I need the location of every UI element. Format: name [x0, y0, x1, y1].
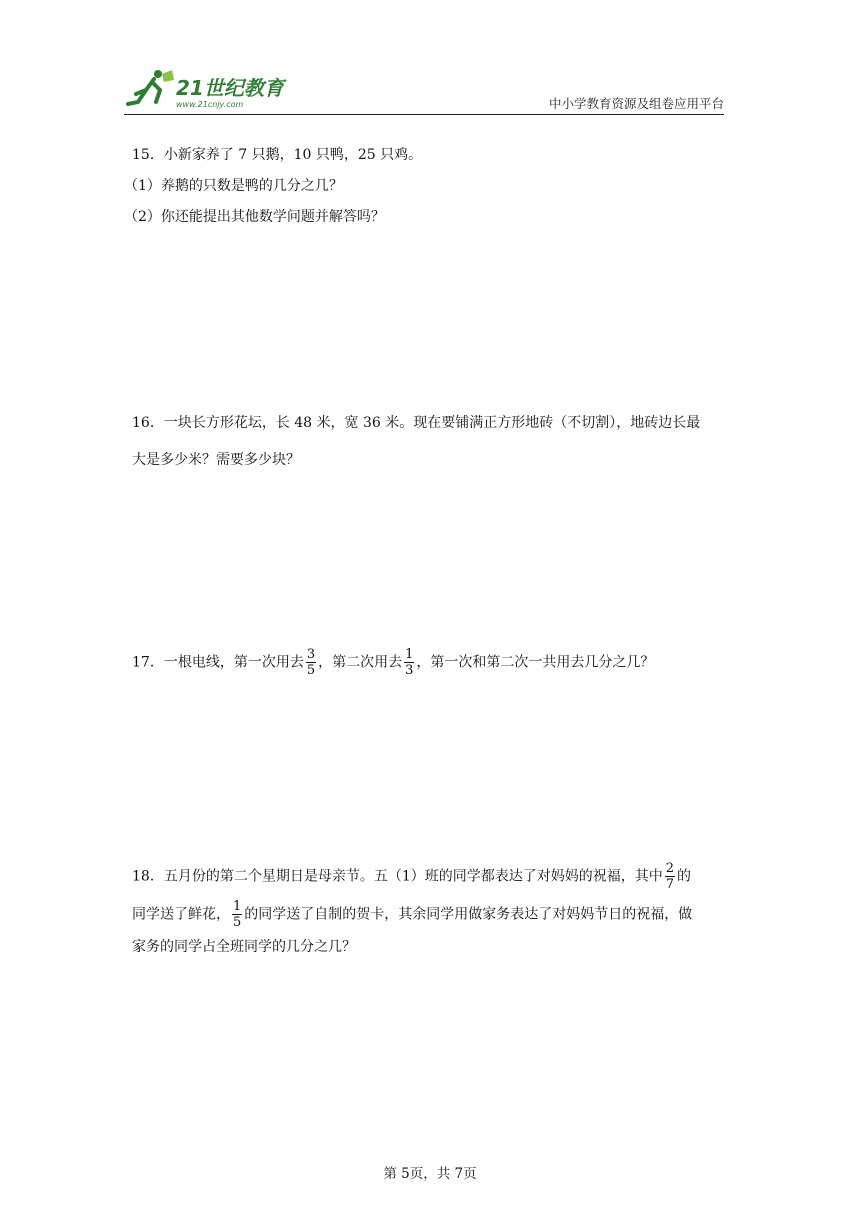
q15-part1: （1）养鹅的只数是鸭的几分之几？ [124, 178, 343, 194]
q15-part2: （2）你还能提出其他数学问题并解答吗？ [124, 209, 385, 225]
q16-line1: 16．一块长方形花坛，长 48 米，宽 36 米。现在要铺满正方形地砖（不切割），地砖边长最 [132, 415, 701, 431]
fraction-1-3: $\frac{1}{3}$ [405, 647, 414, 678]
q15-stem: 15．小新家养了 7 只鹅，10 只鸭，25 只鸡。 [132, 147, 423, 163]
page-header [124, 64, 724, 114]
runner-icon [128, 70, 174, 104]
q17-text-1: 17．一根电线，第一次用去 [132, 654, 304, 671]
header-platform-text: 中小学教育资源及组卷应用平台 [548, 96, 724, 111]
fraction-2-7: $\frac{2}{7}$ [665, 861, 675, 892]
fraction-1-5: $\frac{1}{5}$ [233, 899, 242, 930]
header-divider [124, 114, 724, 115]
question-17 [132, 647, 734, 678]
question-16 [132, 413, 734, 470]
q17-line [132, 647, 734, 678]
q16-line2: 大是多少米？需要多少块？ [132, 452, 300, 468]
svg-text:21世纪教育: 21世纪教育 [176, 76, 284, 100]
question-15 [124, 145, 734, 227]
q18-line2: 同学送了鲜花， $\frac{1}{5}$ 的同学送了自制的贺卡，其余同学用做家务表达了对妈妈节日的祝福，做 [132, 899, 693, 930]
q18-line1: 18．五月份的第二个星期日是母亲节。五（1）班的同学都表达了对妈妈的祝福，其中 $\frac{2}{7}$ 的 [132, 861, 692, 892]
q17-text-2: ，第二次用去 [318, 654, 403, 671]
svg-text:www.21cnjy.com: www.21cnjy.com [176, 100, 244, 109]
question-18 [132, 861, 734, 957]
fraction-3-5: $\frac{3}{5}$ [306, 647, 316, 678]
q18-line3: 家务的同学占全班同学的几分之几？ [132, 939, 356, 955]
logo-21cnjy [124, 68, 294, 110]
page-footer: 第 5页，共 7页 [383, 1166, 477, 1182]
q17-text-3: ，第一次和第二次一共用去几分之几？ [416, 654, 655, 671]
